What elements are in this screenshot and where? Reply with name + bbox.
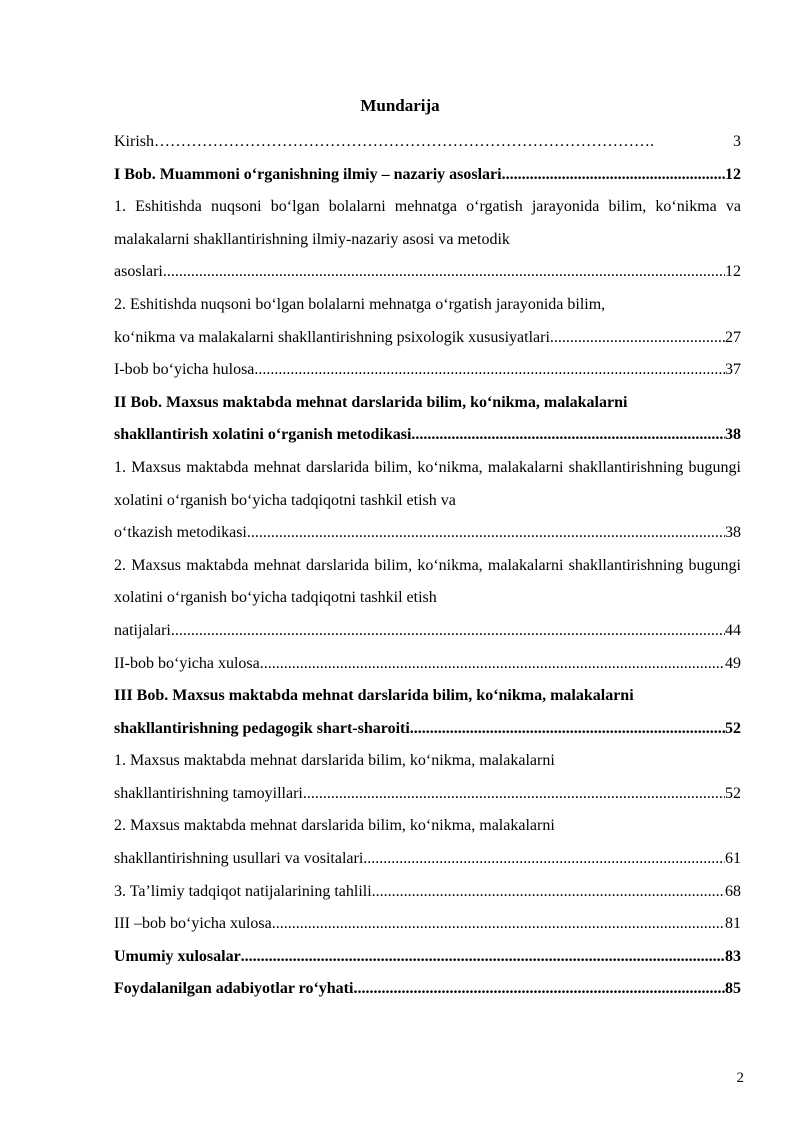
toc-entry-line	[114, 778, 741, 811]
toc-entry[interactable]	[114, 354, 741, 387]
toc-entry-text: 2. Maxsus maktabda mehnat darslarida bilim, ko‘nikma, malakalarni shakllantirishning bugungi xolatini o‘rganish bo‘yicha tadqiqotni tashkil etish	[114, 556, 741, 607]
toc-entry-line	[114, 419, 741, 452]
toc-entry-title: Umumiy xulosalar	[114, 947, 241, 965]
toc-entry[interactable]	[114, 745, 741, 810]
toc-page-number: 85	[725, 980, 741, 998]
dot-leader	[411, 419, 725, 452]
dot-leader	[502, 159, 725, 192]
toc-entry-line	[114, 615, 741, 648]
table-of-contents	[114, 126, 741, 1006]
toc-entry-text: 1. Maxsus maktabda mehnat darslarida bilim, ko‘nikma, malakalarni shakllantirishning bugungi xolatini o‘rganish bo‘yicha tadqiqotni tashkil etish va	[114, 458, 741, 509]
dot-leader	[303, 778, 725, 811]
toc-entry-line	[114, 517, 741, 550]
toc-entry-line	[114, 973, 741, 1006]
toc-page-number: 12	[725, 263, 741, 281]
toc-entry[interactable]	[114, 680, 741, 745]
dot-leader	[272, 908, 725, 941]
toc-entry-line	[114, 256, 741, 289]
toc-entry-text: 2. Eshitishda nuqsoni bo‘lgan bolalarni mehnatga o‘rgatish jarayonida bilim,	[114, 295, 606, 313]
toc-entry[interactable]	[114, 387, 741, 452]
toc-entry[interactable]	[114, 126, 741, 159]
toc-entry-title: shakllantirish xolatini o‘rganish metodikasi	[114, 426, 412, 444]
toc-entry-text: III Bob. Maxsus maktabda mehnat darslarida bilim, ko‘nikma, malakalarni	[114, 687, 634, 705]
toc-page-number: 52	[725, 784, 741, 802]
toc-page-number: 83	[725, 947, 741, 965]
toc-entry-title: natijalari	[114, 621, 171, 639]
toc-entry-text: II Bob. Maxsus maktabda mehnat darslarida bilim, ko‘nikma, malakalarni	[114, 393, 628, 411]
toc-entry-text: 1. Maxsus maktabda mehnat darslarida bilim, ko‘nikma, malakalarni	[114, 752, 555, 770]
toc-entry[interactable]	[114, 876, 741, 909]
toc-entry-title: Foydalanilgan adabiyotlar ro‘yhati	[114, 980, 354, 998]
toc-page-number: 81	[725, 915, 741, 933]
toc-entry-title: ko‘nikma va malakalarni shakllantirishning psixologik xususiyatlari	[114, 328, 550, 346]
dot-leader	[247, 517, 725, 550]
toc-entry-title: 3. Ta’limiy tadqiqot natijalarining tahlili	[114, 882, 372, 900]
toc-page-number: 37	[725, 361, 741, 379]
toc-entry[interactable]	[114, 191, 741, 289]
page-number: 2	[736, 1070, 744, 1086]
toc-entry-title: I-bob bo‘yicha hulosa	[114, 361, 255, 379]
toc-entry-title: I Bob. Muammoni o‘rganishning ilmiy – nazariy asoslari	[114, 165, 502, 183]
toc-entry-line	[114, 648, 741, 681]
dot-leader	[353, 973, 725, 1006]
toc-page-number: 38	[725, 426, 741, 444]
dot-leader	[260, 648, 725, 681]
toc-entry-title: Kirish………………………………………………………………………………….	[114, 133, 654, 150]
toc-page-number: 68	[725, 882, 741, 900]
dot-leader	[372, 876, 725, 909]
dot-leader	[550, 322, 725, 355]
toc-entry-title: shakllantirishning tamoyillari	[114, 784, 303, 802]
toc-entry[interactable]	[114, 941, 741, 974]
toc-page-number: 38	[725, 524, 741, 542]
toc-entry-line	[114, 126, 741, 159]
toc-entry-title: shakllantirishning usullari va vositalari	[114, 850, 364, 868]
toc-entry-line	[114, 941, 741, 974]
toc-entry-line	[114, 908, 741, 941]
dot-leader	[241, 941, 725, 974]
toc-entry[interactable]	[114, 973, 741, 1006]
toc-page-number: 27	[725, 328, 741, 346]
toc-entry-line	[114, 322, 741, 355]
toc-entry[interactable]	[114, 648, 741, 681]
toc-entry-line	[114, 713, 741, 746]
dot-leader	[171, 615, 725, 648]
toc-entry[interactable]	[114, 289, 741, 354]
dot-leader	[254, 354, 725, 387]
toc-entry[interactable]	[114, 908, 741, 941]
dot-leader	[363, 843, 725, 876]
dot-leader	[410, 713, 725, 746]
toc-entry[interactable]	[114, 810, 741, 875]
toc-entry-title: III –bob bo‘yicha xulosa	[114, 915, 272, 933]
toc-entry[interactable]	[114, 452, 741, 550]
toc-entry-line	[114, 876, 741, 909]
toc-page-number: 52	[725, 719, 741, 737]
toc-entry[interactable]	[114, 159, 741, 192]
toc-entry-title: shakllantirishning pedagogik shart-sharoiti	[114, 719, 410, 737]
toc-entry-line	[114, 843, 741, 876]
toc-entry-title: asoslari	[114, 263, 163, 281]
toc-page-number: 44	[725, 621, 741, 639]
toc-page-number: 3	[733, 133, 741, 150]
toc-entry-line	[114, 354, 741, 387]
toc-title: Mundarija	[360, 96, 440, 115]
toc-entry[interactable]	[114, 550, 741, 648]
toc-entry-text: 2. Maxsus maktabda mehnat darslarida bilim, ko‘nikma, malakalarni	[114, 817, 555, 835]
toc-page-number: 61	[725, 850, 741, 868]
toc-page-number: 12	[725, 165, 741, 183]
toc-entry-text: 1. Eshitishda nuqsoni bo‘lgan bolalarni mehnatga o‘rgatish jarayonida bilim, ko‘nikma va malakalarni shakllantirishning ilmiy-nazariy asosi va metodik	[114, 198, 741, 248]
toc-entry-line	[114, 159, 741, 192]
toc-page-number: 49	[725, 654, 741, 672]
dot-leader	[163, 256, 725, 289]
toc-entry-title: o‘tkazish metodikasi	[114, 524, 247, 542]
toc-entry-title: II-bob bo‘yicha xulosa	[114, 654, 260, 672]
